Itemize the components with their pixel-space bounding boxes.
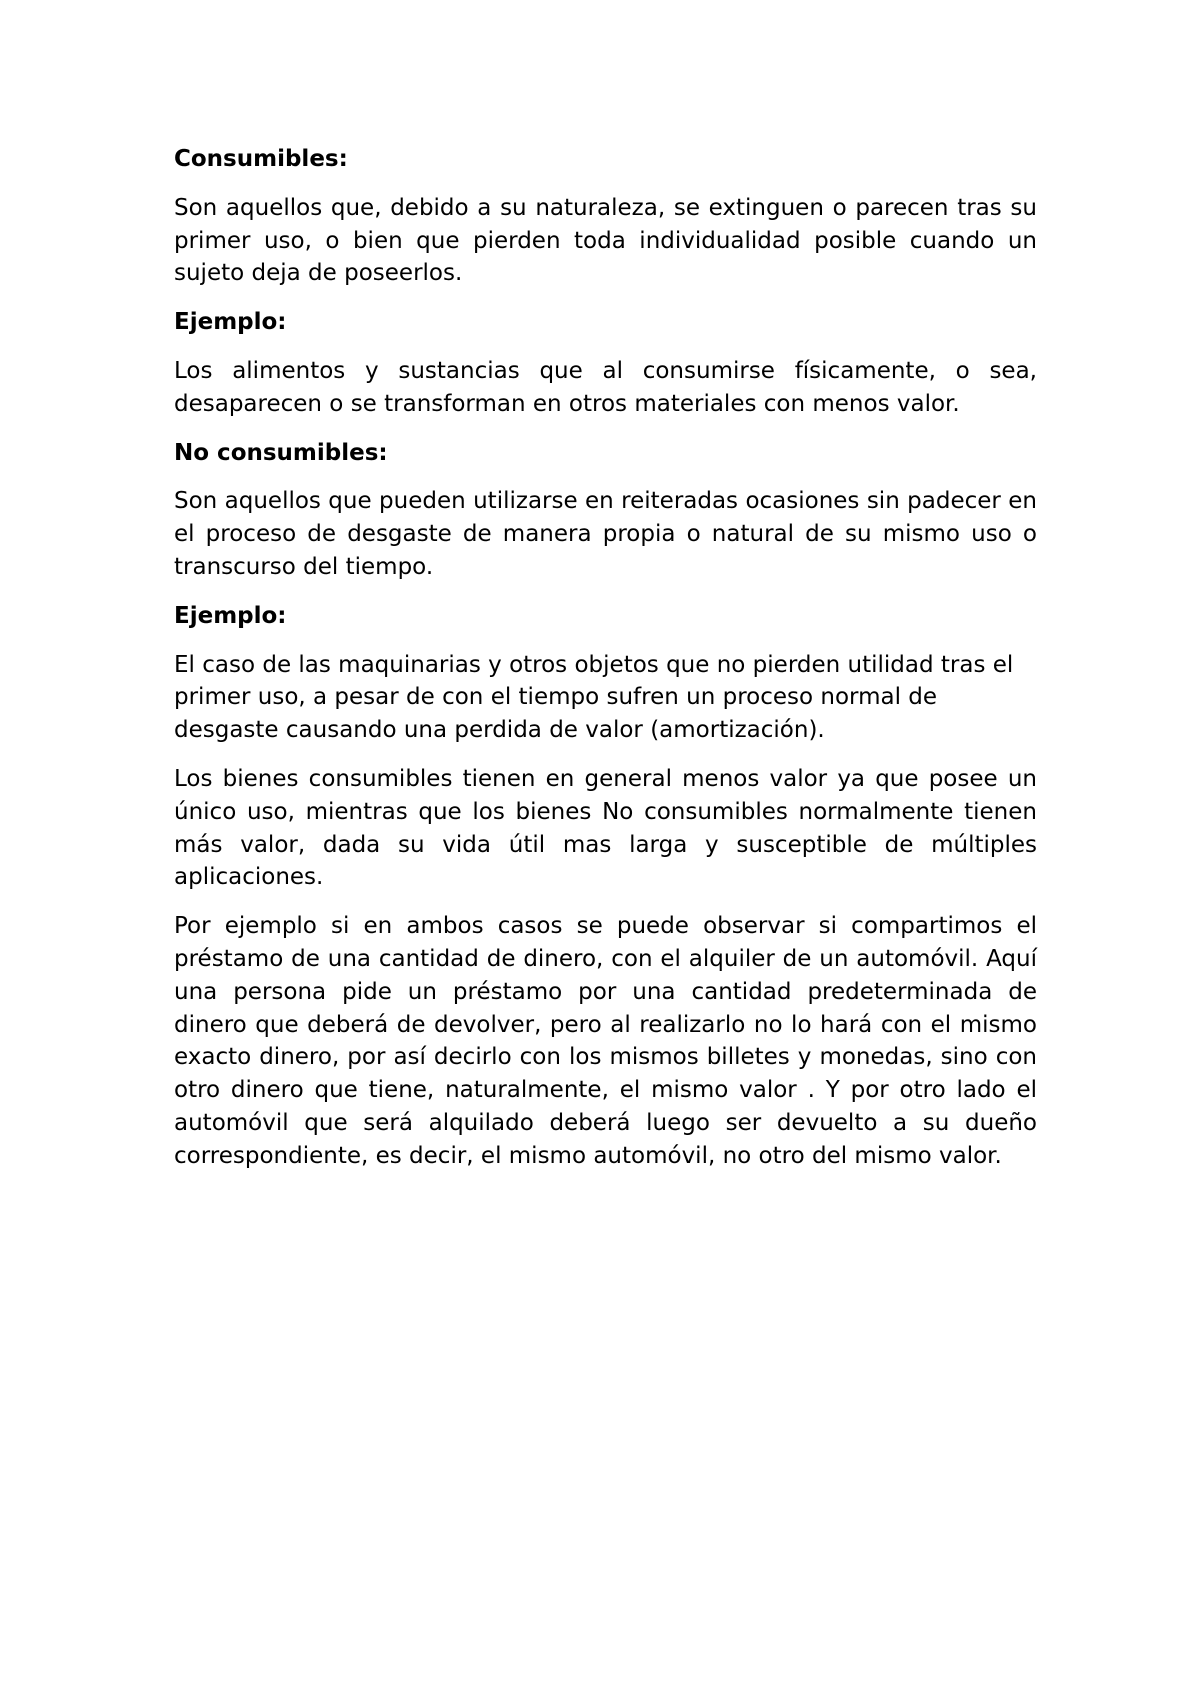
heading-ejemplo-2: Ejemplo:: [174, 602, 287, 629]
paragraph-consumibles-definition: Son aquellos que, debido a su naturaleza, se extinguen o parecen tras su primer uso, o bien que pierden toda individualidad posible cuando un sujeto deja de poseerlos.: [174, 194, 1037, 287]
paragraph-ejemplo-1: Los alimentos y sustancias que al consumirse físicamente, o sea, desaparecen o se transforman en otros materiales con menos valor.: [174, 357, 1037, 417]
heading-consumibles: Consumibles:: [174, 146, 348, 172]
paragraph-ejemplo-final: Por ejemplo si en ambos casos se puede observar si compartimos el préstamo de una cantidad de dinero, con el alquiler de un automóvil. Aquí una persona pide un préstamo por una cantidad predeterminada de dinero que deberá de devolver, pero al realizarlo no lo hará con el mismo exacto dinero, por así decirlo con los mismos billetes y monedas, sino con otro dinero que tiene, naturalmente, el mismo valor . Y por otro lado el automóvil que será alquilado deberá luego ser devuelto a su dueño correspondiente, es decir, el mismo automóvil, no otro del mismo valor.: [174, 913, 1037, 1169]
heading-ejemplo-1: Ejemplo:: [174, 309, 287, 336]
paragraph-comparacion: Los bienes consumibles tienen en general menos valor ya que posee un único uso, mientras que los bienes No consumibles normalmente tienen más valor, dada su vida útil mas larga y susceptible de múltiples aplicaciones.: [174, 765, 1037, 891]
document-body: [174, 143, 1037, 1189]
paragraph-no-consumibles-definition: Son aquellos que pueden utilizarse en reiteradas ocasiones sin padecer en el proceso de desgaste de manera propia o natural de su mismo uso o transcurso del tiempo.: [174, 488, 1037, 580]
heading-no-consumibles: No consumibles:: [174, 439, 388, 466]
paragraph-ejemplo-2: El caso de las maquinarias y otros objetos que no pierden utilidad tras el primer uso, a pesar de con el tiempo sufren un proceso normal de desgaste causando una perdida de valor (amortización).: [174, 651, 1014, 744]
